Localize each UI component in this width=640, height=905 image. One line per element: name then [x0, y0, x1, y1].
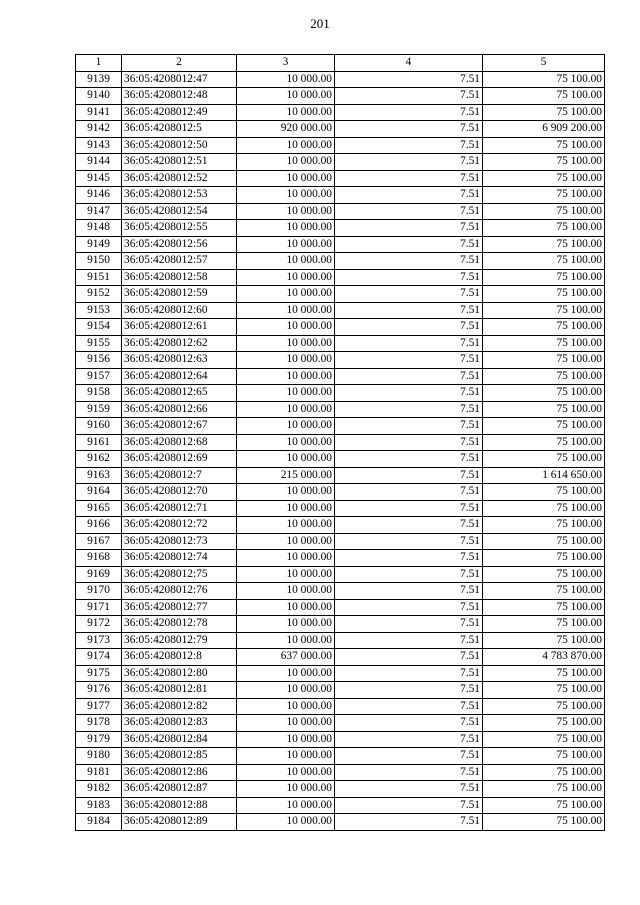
cadastral-number-cell: 36:05:4208012:79: [122, 632, 237, 649]
area-cell: 920 000.00: [237, 121, 335, 138]
row-number-cell: 9167: [76, 533, 122, 550]
cadastral-number-cell: 36:05:4208012:51: [122, 154, 237, 171]
table-row: [76, 385, 605, 402]
table-row: [76, 269, 605, 286]
rate-cell: 7.51: [335, 418, 483, 435]
rate-cell: 7.51: [335, 88, 483, 105]
rate-cell: 7.51: [335, 104, 483, 121]
area-cell: 10 000.00: [237, 302, 335, 319]
rate-cell: 7.51: [335, 269, 483, 286]
row-number-cell: 9184: [76, 814, 122, 831]
table-row: [76, 616, 605, 633]
area-cell: 10 000.00: [237, 665, 335, 682]
row-number-cell: 9161: [76, 434, 122, 451]
total-value-cell: 75 100.00: [483, 71, 605, 88]
table-row: [76, 170, 605, 187]
row-number-cell: 9149: [76, 236, 122, 253]
area-cell: 10 000.00: [237, 253, 335, 270]
total-value-cell: 75 100.00: [483, 253, 605, 270]
area-cell: 10 000.00: [237, 748, 335, 765]
table-row: [76, 632, 605, 649]
rate-cell: 7.51: [335, 368, 483, 385]
row-number-cell: 9168: [76, 550, 122, 567]
table-row: [76, 500, 605, 517]
rate-cell: 7.51: [335, 566, 483, 583]
row-number-cell: 9151: [76, 269, 122, 286]
cadastral-number-cell: 36:05:4208012:47: [122, 71, 237, 88]
rate-cell: 7.51: [335, 698, 483, 715]
area-cell: 10 000.00: [237, 269, 335, 286]
table-row: [76, 418, 605, 435]
table-row: [76, 286, 605, 303]
row-number-cell: 9177: [76, 698, 122, 715]
cadastral-number-cell: 36:05:4208012:73: [122, 533, 237, 550]
area-cell: 10 000.00: [237, 401, 335, 418]
row-number-cell: 9140: [76, 88, 122, 105]
rate-cell: 7.51: [335, 187, 483, 204]
registry-table: [75, 54, 605, 831]
row-number-cell: 9146: [76, 187, 122, 204]
row-number-cell: 9180: [76, 748, 122, 765]
table-row: [76, 319, 605, 336]
header-row: [76, 55, 605, 72]
row-number-cell: 9176: [76, 682, 122, 699]
table-row: [76, 71, 605, 88]
total-value-cell: 75 100.00: [483, 203, 605, 220]
rate-cell: 7.51: [335, 748, 483, 765]
rate-cell: 7.51: [335, 517, 483, 534]
rate-cell: 7.51: [335, 649, 483, 666]
table-row: [76, 467, 605, 484]
cadastral-number-cell: 36:05:4208012:76: [122, 583, 237, 600]
table-row: [76, 302, 605, 319]
total-value-cell: 75 100.00: [483, 286, 605, 303]
rate-cell: 7.51: [335, 154, 483, 171]
cadastral-number-cell: 36:05:4208012:81: [122, 682, 237, 699]
row-number-cell: 9179: [76, 731, 122, 748]
table-row: [76, 451, 605, 468]
rate-cell: 7.51: [335, 500, 483, 517]
area-cell: 10 000.00: [237, 682, 335, 699]
row-number-cell: 9158: [76, 385, 122, 402]
area-cell: 10 000.00: [237, 715, 335, 732]
rate-cell: 7.51: [335, 434, 483, 451]
rate-cell: 7.51: [335, 484, 483, 501]
rate-cell: 7.51: [335, 632, 483, 649]
rate-cell: 7.51: [335, 401, 483, 418]
total-value-cell: 75 100.00: [483, 368, 605, 385]
cadastral-number-cell: 36:05:4208012:89: [122, 814, 237, 831]
table-row: [76, 748, 605, 765]
area-cell: 10 000.00: [237, 385, 335, 402]
row-number-cell: 9152: [76, 286, 122, 303]
rate-cell: 7.51: [335, 170, 483, 187]
cadastral-number-cell: 36:05:4208012:88: [122, 797, 237, 814]
cadastral-number-cell: 36:05:4208012:85: [122, 748, 237, 765]
table-row: [76, 665, 605, 682]
row-number-cell: 9164: [76, 484, 122, 501]
row-number-cell: 9141: [76, 104, 122, 121]
total-value-cell: 75 100.00: [483, 302, 605, 319]
rate-cell: 7.51: [335, 764, 483, 781]
rate-cell: 7.51: [335, 583, 483, 600]
row-number-cell: 9139: [76, 71, 122, 88]
rate-cell: 7.51: [335, 616, 483, 633]
table-row: [76, 236, 605, 253]
area-cell: 10 000.00: [237, 781, 335, 798]
cadastral-number-cell: 36:05:4208012:5: [122, 121, 237, 138]
table-row: [76, 187, 605, 204]
rate-cell: 7.51: [335, 385, 483, 402]
total-value-cell: 75 100.00: [483, 434, 605, 451]
area-cell: 10 000.00: [237, 434, 335, 451]
total-value-cell: 75 100.00: [483, 418, 605, 435]
area-cell: 10 000.00: [237, 500, 335, 517]
rate-cell: 7.51: [335, 715, 483, 732]
rate-cell: 7.51: [335, 682, 483, 699]
table-row: [76, 220, 605, 237]
row-number-cell: 9148: [76, 220, 122, 237]
rate-cell: 7.51: [335, 451, 483, 468]
cadastral-number-cell: 36:05:4208012:53: [122, 187, 237, 204]
total-value-cell: 75 100.00: [483, 236, 605, 253]
row-number-cell: 9178: [76, 715, 122, 732]
cadastral-number-cell: 36:05:4208012:86: [122, 764, 237, 781]
row-number-cell: 9173: [76, 632, 122, 649]
total-value-cell: 4 783 870.00: [483, 649, 605, 666]
area-cell: 10 000.00: [237, 764, 335, 781]
row-number-cell: 9144: [76, 154, 122, 171]
cadastral-number-cell: 36:05:4208012:75: [122, 566, 237, 583]
cadastral-number-cell: 36:05:4208012:82: [122, 698, 237, 715]
table-row: [76, 104, 605, 121]
cadastral-number-cell: 36:05:4208012:63: [122, 352, 237, 369]
rate-cell: 7.51: [335, 599, 483, 616]
rate-cell: 7.51: [335, 302, 483, 319]
rate-cell: 7.51: [335, 814, 483, 831]
table-row: [76, 698, 605, 715]
table-body: [76, 71, 605, 830]
row-number-cell: 9165: [76, 500, 122, 517]
table-row: [76, 352, 605, 369]
table-row: [76, 533, 605, 550]
area-cell: 10 000.00: [237, 286, 335, 303]
table-row: [76, 797, 605, 814]
area-cell: 10 000.00: [237, 170, 335, 187]
area-cell: 10 000.00: [237, 484, 335, 501]
total-value-cell: 75 100.00: [483, 352, 605, 369]
row-number-cell: 9142: [76, 121, 122, 138]
total-value-cell: 75 100.00: [483, 484, 605, 501]
table-row: [76, 203, 605, 220]
table-row: [76, 335, 605, 352]
table-row: [76, 731, 605, 748]
total-value-cell: 75 100.00: [483, 104, 605, 121]
area-cell: 637 000.00: [237, 649, 335, 666]
table-row: [76, 682, 605, 699]
area-cell: 10 000.00: [237, 418, 335, 435]
total-value-cell: 75 100.00: [483, 385, 605, 402]
area-cell: 10 000.00: [237, 187, 335, 204]
total-value-cell: 75 100.00: [483, 797, 605, 814]
area-cell: 10 000.00: [237, 71, 335, 88]
table-row: [76, 715, 605, 732]
cadastral-number-cell: 36:05:4208012:50: [122, 137, 237, 154]
cadastral-number-cell: 36:05:4208012:71: [122, 500, 237, 517]
column-header-4: 4: [335, 55, 483, 72]
row-number-cell: 9143: [76, 137, 122, 154]
cadastral-number-cell: 36:05:4208012:80: [122, 665, 237, 682]
row-number-cell: 9175: [76, 665, 122, 682]
total-value-cell: 75 100.00: [483, 632, 605, 649]
area-cell: 10 000.00: [237, 319, 335, 336]
area-cell: 10 000.00: [237, 88, 335, 105]
area-cell: 10 000.00: [237, 698, 335, 715]
rate-cell: 7.51: [335, 467, 483, 484]
row-number-cell: 9153: [76, 302, 122, 319]
total-value-cell: 75 100.00: [483, 88, 605, 105]
cadastral-number-cell: 36:05:4208012:69: [122, 451, 237, 468]
cadastral-number-cell: 36:05:4208012:66: [122, 401, 237, 418]
cadastral-number-cell: 36:05:4208012:52: [122, 170, 237, 187]
row-number-cell: 9147: [76, 203, 122, 220]
row-number-cell: 9150: [76, 253, 122, 270]
rate-cell: 7.51: [335, 121, 483, 138]
total-value-cell: 75 100.00: [483, 583, 605, 600]
total-value-cell: 75 100.00: [483, 781, 605, 798]
row-number-cell: 9154: [76, 319, 122, 336]
row-number-cell: 9181: [76, 764, 122, 781]
cadastral-number-cell: 36:05:4208012:60: [122, 302, 237, 319]
column-header-3: 3: [237, 55, 335, 72]
total-value-cell: 75 100.00: [483, 335, 605, 352]
total-value-cell: 75 100.00: [483, 319, 605, 336]
cadastral-number-cell: 36:05:4208012:64: [122, 368, 237, 385]
table-row: [76, 484, 605, 501]
table-row: [76, 550, 605, 567]
rate-cell: 7.51: [335, 335, 483, 352]
rate-cell: 7.51: [335, 203, 483, 220]
row-number-cell: 9162: [76, 451, 122, 468]
rate-cell: 7.51: [335, 236, 483, 253]
rate-cell: 7.51: [335, 319, 483, 336]
table-row: [76, 517, 605, 534]
table-header: [76, 55, 605, 72]
total-value-cell: 75 100.00: [483, 682, 605, 699]
table-row: [76, 599, 605, 616]
row-number-cell: 9174: [76, 649, 122, 666]
table-row: [76, 649, 605, 666]
total-value-cell: 1 614 650.00: [483, 467, 605, 484]
cadastral-number-cell: 36:05:4208012:78: [122, 616, 237, 633]
area-cell: 10 000.00: [237, 104, 335, 121]
cadastral-number-cell: 36:05:4208012:67: [122, 418, 237, 435]
rate-cell: 7.51: [335, 797, 483, 814]
table-row: [76, 566, 605, 583]
cadastral-number-cell: 36:05:4208012:62: [122, 335, 237, 352]
table-row: [76, 137, 605, 154]
row-number-cell: 9171: [76, 599, 122, 616]
area-cell: 10 000.00: [237, 632, 335, 649]
row-number-cell: 9169: [76, 566, 122, 583]
table-row: [76, 368, 605, 385]
area-cell: 10 000.00: [237, 797, 335, 814]
rate-cell: 7.51: [335, 352, 483, 369]
area-cell: 10 000.00: [237, 203, 335, 220]
total-value-cell: 75 100.00: [483, 616, 605, 633]
rate-cell: 7.51: [335, 533, 483, 550]
cadastral-number-cell: 36:05:4208012:61: [122, 319, 237, 336]
total-value-cell: 75 100.00: [483, 517, 605, 534]
total-value-cell: 75 100.00: [483, 220, 605, 237]
total-value-cell: 75 100.00: [483, 451, 605, 468]
area-cell: 10 000.00: [237, 352, 335, 369]
row-number-cell: 9156: [76, 352, 122, 369]
cadastral-number-cell: 36:05:4208012:74: [122, 550, 237, 567]
rate-cell: 7.51: [335, 71, 483, 88]
area-cell: 10 000.00: [237, 236, 335, 253]
cadastral-number-cell: 36:05:4208012:68: [122, 434, 237, 451]
area-cell: 10 000.00: [237, 731, 335, 748]
total-value-cell: 75 100.00: [483, 599, 605, 616]
table-row: [76, 814, 605, 831]
area-cell: 10 000.00: [237, 451, 335, 468]
total-value-cell: 6 909 200.00: [483, 121, 605, 138]
table-row: [76, 253, 605, 270]
rate-cell: 7.51: [335, 665, 483, 682]
area-cell: 10 000.00: [237, 368, 335, 385]
cadastral-number-cell: 36:05:4208012:56: [122, 236, 237, 253]
total-value-cell: 75 100.00: [483, 533, 605, 550]
table-row: [76, 781, 605, 798]
rate-cell: 7.51: [335, 137, 483, 154]
row-number-cell: 9166: [76, 517, 122, 534]
total-value-cell: 75 100.00: [483, 137, 605, 154]
area-cell: 10 000.00: [237, 220, 335, 237]
column-header-5: 5: [483, 55, 605, 72]
area-cell: 10 000.00: [237, 550, 335, 567]
row-number-cell: 9182: [76, 781, 122, 798]
total-value-cell: 75 100.00: [483, 500, 605, 517]
page-number: 201: [310, 16, 330, 31]
total-value-cell: 75 100.00: [483, 715, 605, 732]
total-value-cell: 75 100.00: [483, 401, 605, 418]
area-cell: 10 000.00: [237, 566, 335, 583]
column-header-2: 2: [122, 55, 237, 72]
rate-cell: 7.51: [335, 781, 483, 798]
cadastral-number-cell: 36:05:4208012:83: [122, 715, 237, 732]
row-number-cell: 9157: [76, 368, 122, 385]
total-value-cell: 75 100.00: [483, 748, 605, 765]
row-number-cell: 9170: [76, 583, 122, 600]
area-cell: 10 000.00: [237, 517, 335, 534]
row-number-cell: 9145: [76, 170, 122, 187]
cadastral-number-cell: 36:05:4208012:57: [122, 253, 237, 270]
total-value-cell: 75 100.00: [483, 269, 605, 286]
row-number-cell: 9183: [76, 797, 122, 814]
area-cell: 10 000.00: [237, 137, 335, 154]
table-row: [76, 401, 605, 418]
cadastral-number-cell: 36:05:4208012:65: [122, 385, 237, 402]
row-number-cell: 9159: [76, 401, 122, 418]
area-cell: 10 000.00: [237, 335, 335, 352]
area-cell: 10 000.00: [237, 154, 335, 171]
area-cell: 10 000.00: [237, 583, 335, 600]
cadastral-number-cell: 36:05:4208012:72: [122, 517, 237, 534]
area-cell: 215 000.00: [237, 467, 335, 484]
area-cell: 10 000.00: [237, 616, 335, 633]
total-value-cell: 75 100.00: [483, 187, 605, 204]
total-value-cell: 75 100.00: [483, 566, 605, 583]
cadastral-number-cell: 36:05:4208012:48: [122, 88, 237, 105]
cadastral-number-cell: 36:05:4208012:54: [122, 203, 237, 220]
cadastral-number-cell: 36:05:4208012:77: [122, 599, 237, 616]
cadastral-number-cell: 36:05:4208012:87: [122, 781, 237, 798]
column-header-1: 1: [76, 55, 122, 72]
total-value-cell: 75 100.00: [483, 698, 605, 715]
area-cell: 10 000.00: [237, 599, 335, 616]
table-row: [76, 434, 605, 451]
table-row: [76, 121, 605, 138]
total-value-cell: 75 100.00: [483, 170, 605, 187]
cadastral-number-cell: 36:05:4208012:55: [122, 220, 237, 237]
table-row: [76, 764, 605, 781]
total-value-cell: 75 100.00: [483, 764, 605, 781]
total-value-cell: 75 100.00: [483, 731, 605, 748]
table-row: [76, 583, 605, 600]
table-row: [76, 88, 605, 105]
total-value-cell: 75 100.00: [483, 550, 605, 567]
total-value-cell: 75 100.00: [483, 665, 605, 682]
rate-cell: 7.51: [335, 286, 483, 303]
cadastral-number-cell: 36:05:4208012:58: [122, 269, 237, 286]
total-value-cell: 75 100.00: [483, 814, 605, 831]
rate-cell: 7.51: [335, 731, 483, 748]
table-row: [76, 154, 605, 171]
row-number-cell: 9155: [76, 335, 122, 352]
cadastral-number-cell: 36:05:4208012:7: [122, 467, 237, 484]
rate-cell: 7.51: [335, 253, 483, 270]
total-value-cell: 75 100.00: [483, 154, 605, 171]
cadastral-number-cell: 36:05:4208012:8: [122, 649, 237, 666]
rate-cell: 7.51: [335, 220, 483, 237]
area-cell: 10 000.00: [237, 533, 335, 550]
row-number-cell: 9172: [76, 616, 122, 633]
rate-cell: 7.51: [335, 550, 483, 567]
cadastral-number-cell: 36:05:4208012:70: [122, 484, 237, 501]
row-number-cell: 9160: [76, 418, 122, 435]
cadastral-number-cell: 36:05:4208012:49: [122, 104, 237, 121]
cadastral-number-cell: 36:05:4208012:59: [122, 286, 237, 303]
row-number-cell: 9163: [76, 467, 122, 484]
cadastral-number-cell: 36:05:4208012:84: [122, 731, 237, 748]
area-cell: 10 000.00: [237, 814, 335, 831]
